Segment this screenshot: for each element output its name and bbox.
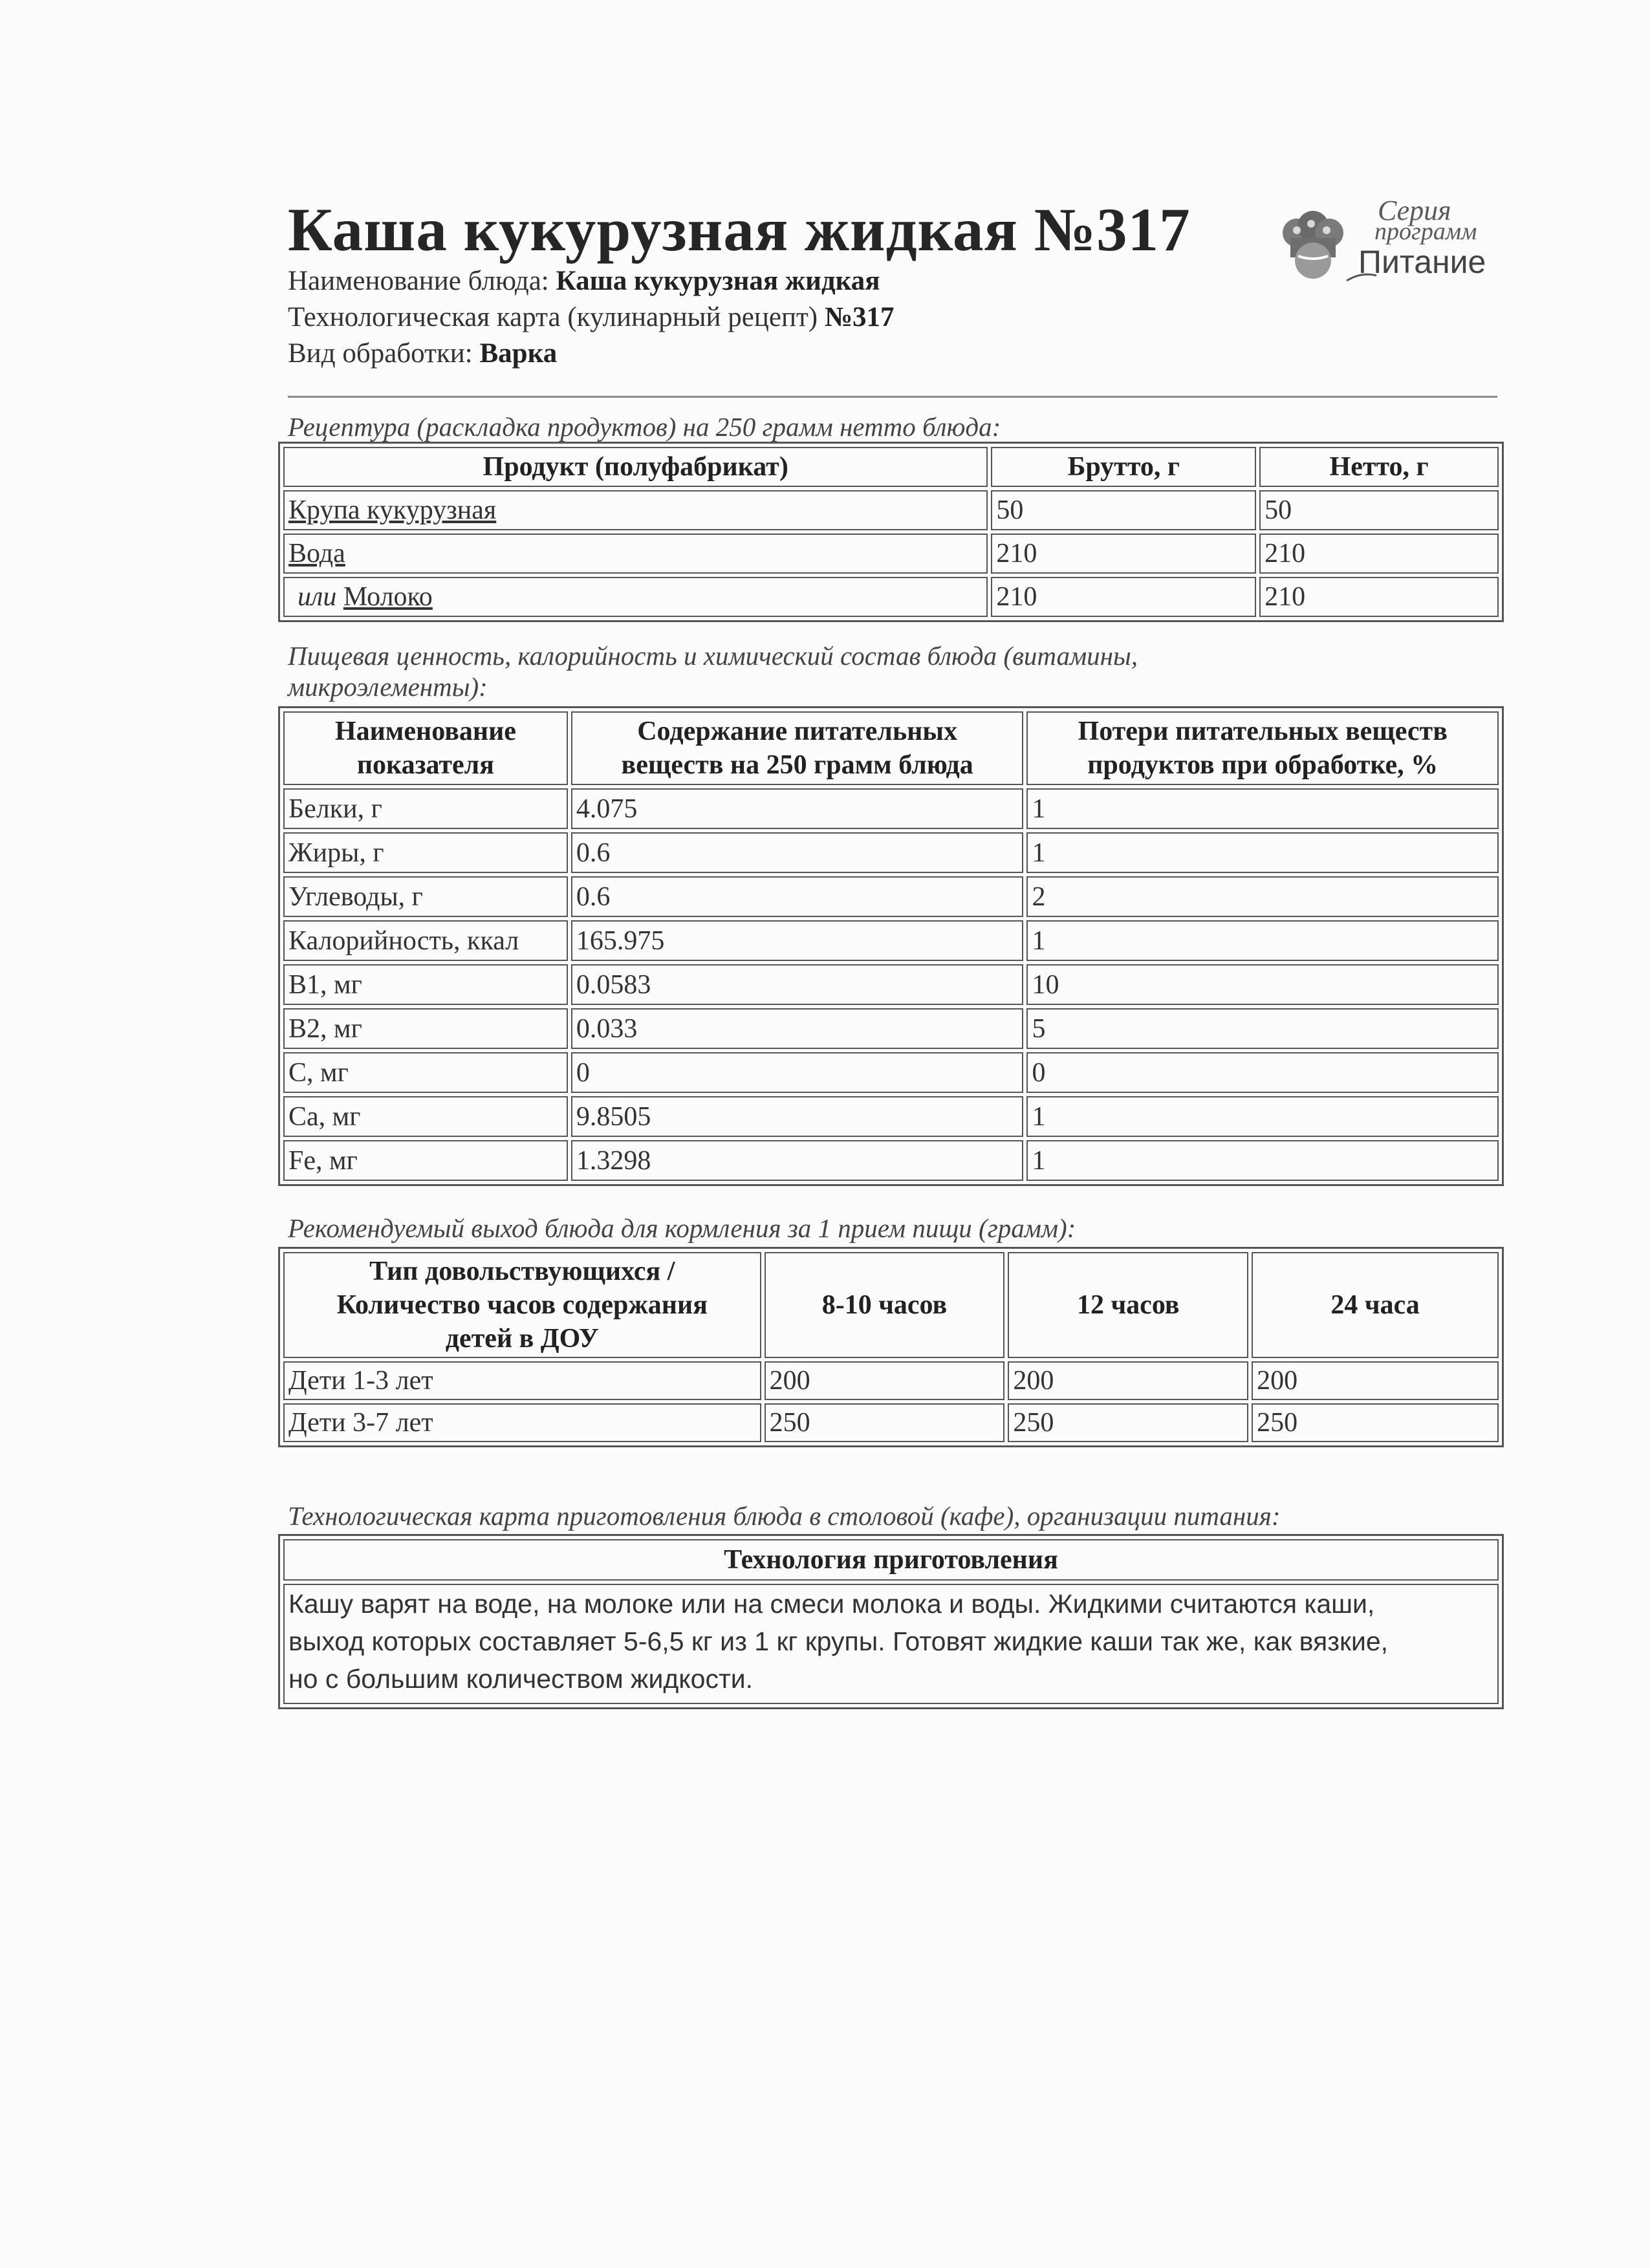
product-cell [283,577,988,617]
dish-name-label: Наименование блюда: [288,266,549,296]
processing-line [288,338,557,369]
column-header-line: показателя [356,750,494,780]
card-number-label: Технологическая карта (кулинарный рецепт) [288,302,818,332]
technology-line: но с большим количеством жидкости. [288,1664,754,1694]
column-header [571,711,1024,785]
content-cell: 0.6 [571,876,1024,917]
brutto-cell: 50 [991,490,1256,530]
indicator-cell: Ca, мг [283,1096,568,1137]
output-caption: Рекомендуемый выход блюда для кормления за 1 прием пищи (грамм): [288,1213,1076,1243]
output-cell: 250 [1008,1403,1248,1442]
column-header-line: продуктов при обработке, % [1087,750,1438,780]
chef-hat-icon [1271,206,1355,290]
brutto-cell: 210 [991,534,1256,574]
technology-line: Кашу варят на воде, на молоке или на смеси молока и воды. Жидкими считаются каши, [288,1589,1375,1619]
table-row [283,1052,1499,1093]
table-row [283,788,1499,829]
table-row [283,1584,1499,1704]
column-header: 24 часа [1252,1252,1499,1358]
table-header-row [283,1252,1499,1358]
product-cell [283,534,988,574]
output-cell: 200 [1008,1361,1248,1400]
nutrition-table [278,706,1504,1186]
output-table [278,1247,1504,1447]
technology-table [278,1534,1504,1709]
recipe-caption: Рецептура (раскладка продуктов) на 250 грамм нетто блюда: [288,412,1001,442]
product-prefix: или [298,582,337,612]
table-row [283,1096,1499,1137]
product-cell [283,490,988,530]
table-row [283,964,1499,1005]
product-link[interactable]: Молоко [343,582,433,612]
table-row [283,490,1499,530]
logo-line-2: программ [1374,218,1477,245]
loss-cell: 0 [1026,1052,1499,1093]
table-row [283,1403,1499,1442]
column-header: 12 часов [1008,1252,1248,1358]
table-header-row [283,1539,1499,1581]
content-cell: 1.3298 [571,1140,1024,1181]
column-header [1026,711,1499,785]
table-row [283,832,1499,873]
loss-cell: 1 [1026,788,1499,829]
dish-name-value: Каша кукурузная жидкая [556,266,880,296]
brutto-cell: 210 [991,577,1256,617]
table-header-row [283,447,1499,487]
technology-line: выход которых составляет 5-6,5 кг из 1 кг крупы. Готовят жидкие каши так же, как вязкие, [288,1626,1389,1656]
netto-cell: 50 [1259,490,1499,530]
column-header [283,711,568,785]
output-cell: 200 [1252,1361,1499,1400]
column-header: 8-10 часов [765,1252,1005,1358]
column-header: Продукт (полуфабрикат) [283,447,988,487]
nutrition-caption-line: Пищевая ценность, калорийность и химический состав блюда (витамины, [288,641,1138,671]
netto-cell: 210 [1259,577,1499,617]
column-header-line: Содержание питательных [637,717,958,746]
column-header [283,1252,761,1358]
column-header-line: Наименование [334,717,516,746]
table-row [283,1361,1499,1400]
page-title: Каша кукурузная жидкая №317 [288,195,1191,264]
indicator-cell: Калорийность, ккал [283,920,568,961]
loss-cell: 1 [1026,1096,1499,1137]
indicator-cell: B1, мг [283,964,568,1005]
table-row [283,876,1499,917]
series-logo [1271,194,1504,291]
technology-text [283,1584,1499,1704]
nutrition-caption [288,640,1138,702]
column-header-line: Потери питательных веществ [1078,717,1448,746]
netto-cell: 210 [1259,534,1499,574]
loss-cell: 1 [1026,832,1499,873]
group-cell: Дети 3-7 лет [283,1403,761,1442]
loss-cell: 1 [1026,1140,1499,1181]
table-row [283,577,1499,617]
column-header-line: Количество часов содержания [336,1290,708,1320]
column-header-line: детей в ДОУ [445,1324,599,1354]
content-cell: 9.8505 [571,1096,1024,1137]
header-divider [288,396,1497,398]
table-row [283,920,1499,961]
product-link[interactable]: Вода [288,539,345,568]
loss-cell: 1 [1026,920,1499,961]
content-cell: 4.075 [571,788,1024,829]
card-number-line [288,301,895,333]
loss-cell: 2 [1026,876,1499,917]
technology-caption: Технологическая карта приготовления блюда в столовой (кафе), организации питания: [288,1501,1281,1531]
content-cell: 0.033 [571,1008,1024,1049]
recipe-table [278,442,1504,622]
product-link[interactable]: Крупа кукурузная [288,495,497,525]
column-header: Технология приготовления [283,1539,1499,1581]
content-cell: 0.6 [571,832,1024,873]
indicator-cell: C, мг [283,1052,568,1093]
output-cell: 250 [1252,1403,1499,1442]
loss-cell: 10 [1026,964,1499,1005]
table-row [283,1140,1499,1181]
indicator-cell: Белки, г [283,788,568,829]
logo-line-3: Питание [1358,244,1486,280]
column-header: Нетто, г [1259,447,1499,487]
processing-value: Варка [479,338,558,369]
content-cell: 165.975 [571,920,1024,961]
content-cell: 0.0583 [571,964,1024,1005]
logo-line-1: Серия [1378,195,1451,226]
indicator-cell: Жиры, г [283,832,568,873]
output-cell: 200 [765,1361,1005,1400]
processing-label: Вид обработки: [288,338,473,369]
nutrition-caption-line: микроэлементы): [288,672,488,702]
dish-name-line [288,265,880,297]
column-header-line: Тип довольствующихся / [369,1257,675,1286]
group-cell: Дети 1-3 лет [283,1361,761,1400]
table-row [283,534,1499,574]
column-header-line: веществ на 250 грамм блюда [621,750,973,780]
loss-cell: 5 [1026,1008,1499,1049]
indicator-cell: Fe, мг [283,1140,568,1181]
content-cell: 0 [571,1052,1024,1093]
indicator-cell: Углеводы, г [283,876,568,917]
output-cell: 250 [765,1403,1005,1442]
column-header: Брутто, г [991,447,1256,487]
table-header-row [283,711,1499,785]
card-number-value: №317 [824,302,895,332]
table-row [283,1008,1499,1049]
indicator-cell: B2, мг [283,1008,568,1049]
